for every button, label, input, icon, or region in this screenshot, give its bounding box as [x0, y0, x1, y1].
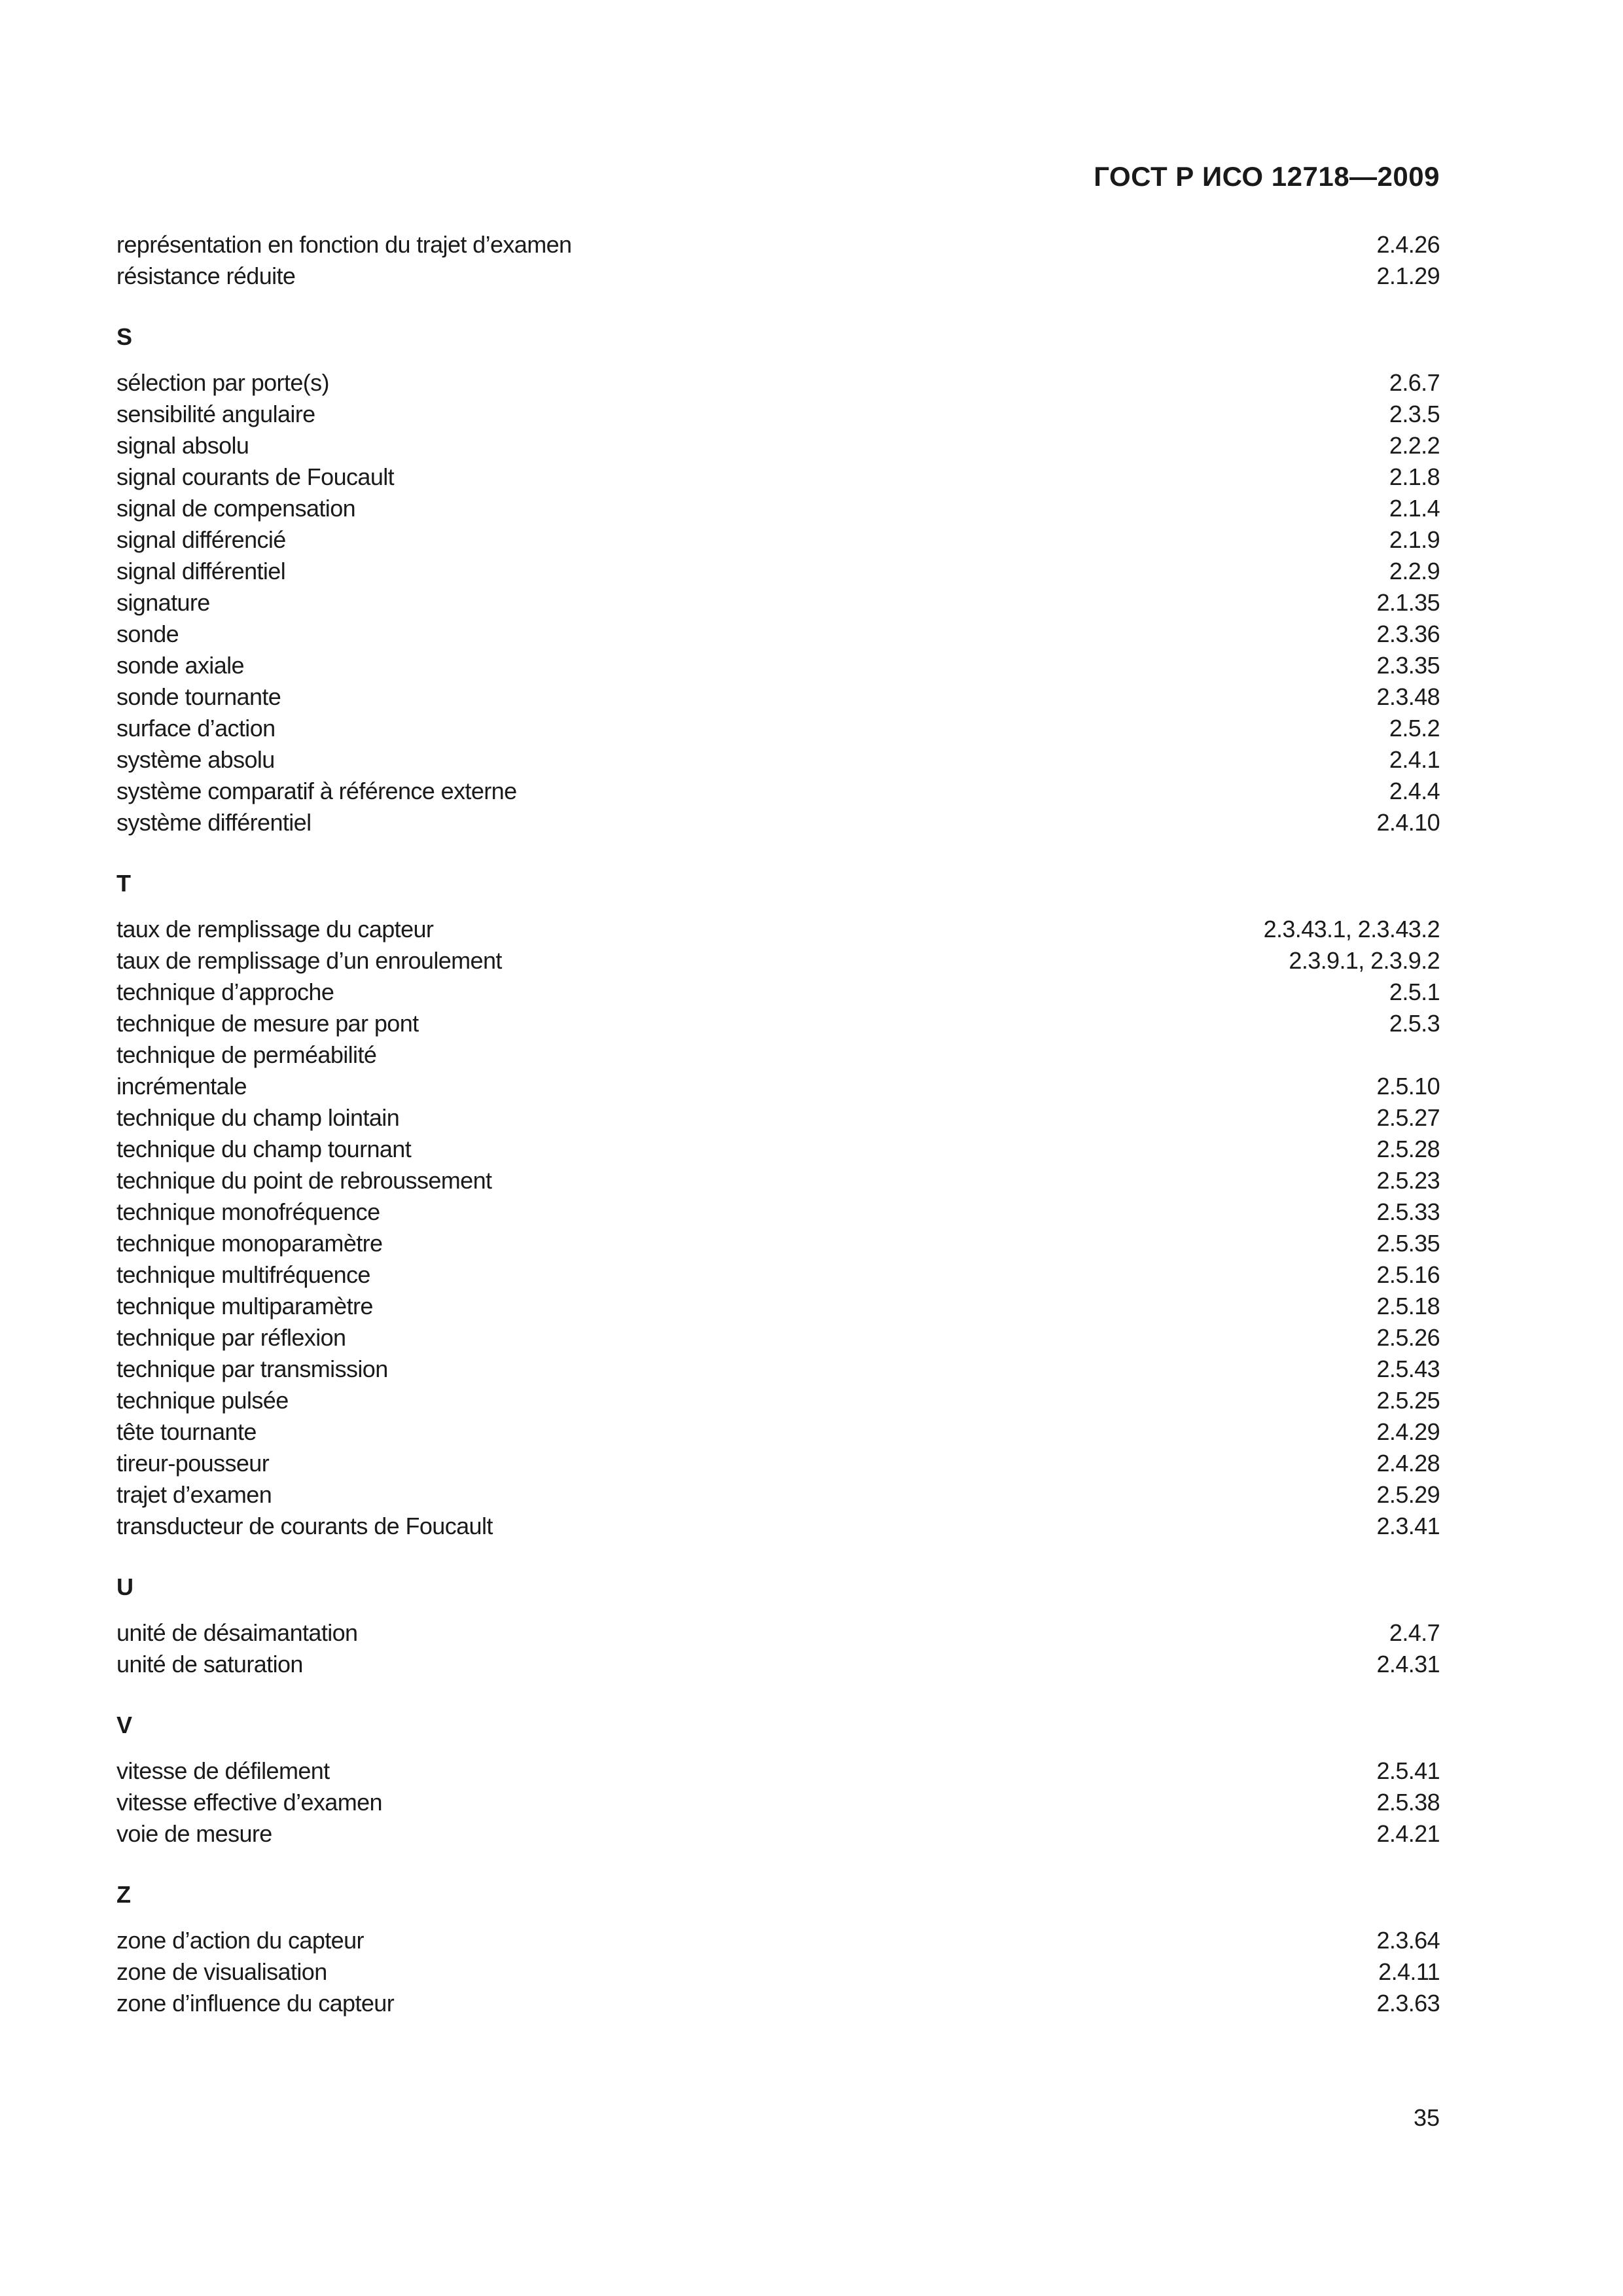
index-entry [116, 914, 1440, 945]
entry-term: sélection par porte(s) [116, 369, 329, 396]
entry-ref: 2.5.25 [1376, 1387, 1440, 1414]
entry-term: transducteur de courants de Foucault [116, 1513, 493, 1539]
entry-term: signal courants de Foucault [116, 463, 395, 490]
entry-term: technique du point de rebroussement [116, 1167, 492, 1194]
entry-ref: 2.5.38 [1376, 1789, 1440, 1816]
entry-ref: 2.5.18 [1376, 1293, 1440, 1319]
index-entry [116, 1649, 1440, 1680]
index-entry [116, 977, 1440, 1008]
index-entry [116, 1322, 1440, 1354]
index-entry [116, 744, 1440, 776]
section-letter-s: S [116, 323, 133, 350]
entry-term: vitesse effective d’examen [116, 1789, 382, 1816]
entry-ref: 2.5.29 [1376, 1481, 1440, 1508]
entry-term: sonde [116, 620, 179, 647]
entry-ref: 2.5.3 [1389, 1010, 1440, 1037]
entry-term: unité de saturation [116, 1651, 303, 1677]
entry-term: sonde tournante [116, 683, 281, 710]
entry-ref: 2.6.7 [1389, 369, 1440, 396]
index-entry [116, 650, 1440, 681]
entry-ref: 2.5.23 [1376, 1167, 1440, 1194]
entry-term: technique pulsée [116, 1387, 289, 1414]
page-number: 35 [1413, 2104, 1440, 2131]
entry-term: système absolu [116, 746, 275, 773]
index-entry [116, 556, 1440, 587]
index-entry [116, 461, 1440, 493]
entry-term: technique du champ tournant [116, 1136, 412, 1162]
entry-ref: 2.5.28 [1376, 1136, 1440, 1162]
index-entry [116, 260, 1440, 292]
entry-ref: 2.4.29 [1376, 1418, 1440, 1445]
entry-term: signal différencié [116, 526, 286, 553]
index-entry [116, 1925, 1440, 1956]
entry-term: représentation en fonction du trajet d’examen [116, 231, 572, 258]
entry-ref: 2.4.10 [1376, 809, 1440, 836]
index-entry [116, 1196, 1440, 1228]
index-entry [116, 493, 1440, 524]
index-entry [116, 1479, 1440, 1511]
entry-term: technique multifréquence [116, 1261, 370, 1288]
index-entry [116, 1228, 1440, 1259]
entry-term: tête tournante [116, 1418, 257, 1445]
entry-ref: 2.3.43.1, 2.3.43.2 [1263, 916, 1440, 942]
entry-ref: 2.3.48 [1376, 683, 1440, 710]
index-entry [116, 1008, 1440, 1039]
entry-ref: 2.5.27 [1376, 1104, 1440, 1131]
index-entry [116, 1071, 1440, 1102]
index-entry [116, 1291, 1440, 1322]
entry-ref: 2.5.33 [1376, 1198, 1440, 1225]
entry-term: technique d’approche [116, 978, 334, 1005]
index-entry [116, 1165, 1440, 1196]
index-entry [116, 1448, 1440, 1479]
index-entry [116, 1818, 1440, 1850]
entry-ref: 2.4.31 [1376, 1651, 1440, 1677]
entry-term: technique par réflexion [116, 1324, 346, 1351]
entry-ref: 2.3.64 [1376, 1927, 1440, 1954]
entry-ref: 2.1.4 [1389, 495, 1440, 522]
entry-term: système comparatif à référence externe [116, 778, 517, 804]
index-entry [116, 1354, 1440, 1385]
index-entry [116, 807, 1440, 838]
index-entry [116, 1787, 1440, 1818]
index-entry [116, 587, 1440, 619]
entry-term: résistance réduite [116, 262, 296, 289]
section-letter-z: Z [116, 1881, 131, 1908]
entry-term: zone de visualisation [116, 1958, 327, 1985]
entry-ref: 2.4.4 [1389, 778, 1440, 804]
section-letter-t: T [116, 870, 131, 897]
entry-term: sonde axiale [116, 652, 244, 679]
index-entry [116, 1617, 1440, 1649]
index-entry [116, 681, 1440, 713]
index-entry [116, 430, 1440, 461]
entry-term: surface d’action [116, 715, 276, 742]
index-entry [116, 1134, 1440, 1165]
entry-term: vitesse de défilement [116, 1757, 330, 1784]
index-entry [116, 524, 1440, 556]
index-entry [116, 1416, 1440, 1448]
entry-ref: 2.5.16 [1376, 1261, 1440, 1288]
entry-ref: 2.5.35 [1376, 1230, 1440, 1257]
entry-term: système différentiel [116, 809, 312, 836]
entry-ref: 2.2.2 [1389, 432, 1440, 459]
entry-ref: 2.3.63 [1376, 1990, 1440, 2017]
entry-ref: 2.3.36 [1376, 620, 1440, 647]
entry-term: incrémentale [116, 1073, 247, 1100]
index-entry [116, 1039, 1440, 1071]
index-entry [116, 399, 1440, 430]
entry-term: technique monoparamètre [116, 1230, 383, 1257]
entry-term: tireur-pousseur [116, 1450, 270, 1477]
section-letter-v: V [116, 1712, 133, 1738]
index-entry [116, 945, 1440, 977]
entry-ref: 2.4.7 [1389, 1619, 1440, 1646]
document-page [116, 0, 1440, 2296]
entry-ref: 2.5.43 [1376, 1355, 1440, 1382]
entry-ref: 2.5.26 [1376, 1324, 1440, 1351]
entry-term: voie de mesure [116, 1820, 272, 1847]
index-entry [116, 1956, 1440, 1988]
entry-ref: 2.1.8 [1389, 463, 1440, 490]
section-letter-u: U [116, 1573, 134, 1600]
entry-ref: 2.5.2 [1389, 715, 1440, 742]
entry-ref: 2.1.35 [1376, 589, 1440, 616]
index-entry [116, 229, 1440, 260]
entry-term: zone d’influence du capteur [116, 1990, 395, 2017]
entry-ref: 2.3.35 [1376, 652, 1440, 679]
entry-term: signature [116, 589, 210, 616]
entry-term: technique multiparamètre [116, 1293, 373, 1319]
term-index [116, 229, 1440, 2019]
entry-term: technique monofréquence [116, 1198, 380, 1225]
entry-term: signal différentiel [116, 558, 286, 584]
entry-term: technique par transmission [116, 1355, 388, 1382]
entry-ref: 2.3.41 [1376, 1513, 1440, 1539]
index-entry [116, 713, 1440, 744]
entry-ref: 2.4.26 [1376, 231, 1440, 258]
entry-term: technique de mesure par pont [116, 1010, 419, 1037]
entry-ref: 2.4.28 [1376, 1450, 1440, 1477]
entry-term: zone d’action du capteur [116, 1927, 364, 1954]
index-entry [116, 1511, 1440, 1542]
entry-ref: 2.2.9 [1389, 558, 1440, 584]
entry-ref: 2.1.9 [1389, 526, 1440, 553]
entry-ref: 2.3.5 [1389, 401, 1440, 427]
entry-ref: 2.3.9.1, 2.3.9.2 [1289, 947, 1440, 974]
index-entry [116, 1385, 1440, 1416]
entry-ref: 2.4.1 [1389, 746, 1440, 773]
entry-ref: 2.5.1 [1389, 978, 1440, 1005]
entry-ref: 2.4.11 [1378, 1958, 1440, 1985]
entry-term: signal de compensation [116, 495, 356, 522]
entry-ref: 2.5.10 [1376, 1073, 1440, 1100]
entry-term: signal absolu [116, 432, 249, 459]
entry-term: trajet d’examen [116, 1481, 272, 1508]
entry-term: technique du champ lointain [116, 1104, 400, 1131]
entry-ref: 2.1.29 [1376, 262, 1440, 289]
index-entry [116, 1755, 1440, 1787]
index-entry [116, 1259, 1440, 1291]
index-entry [116, 1102, 1440, 1134]
index-entry [116, 367, 1440, 399]
standard-designation: ГОСТ Р ИСО 12718—2009 [1094, 161, 1440, 192]
index-entry [116, 1988, 1440, 2019]
entry-term: technique de perméabilité [116, 1041, 377, 1068]
entry-term: taux de remplissage du capteur [116, 916, 434, 942]
entry-ref: 2.4.21 [1376, 1820, 1440, 1847]
entry-ref: 2.5.41 [1376, 1757, 1440, 1784]
index-entry [116, 619, 1440, 650]
entry-term: unité de désaimantation [116, 1619, 358, 1646]
index-entry [116, 776, 1440, 807]
entry-term: sensibilité angulaire [116, 401, 315, 427]
entry-term: taux de remplissage d’un enroulement [116, 947, 502, 974]
